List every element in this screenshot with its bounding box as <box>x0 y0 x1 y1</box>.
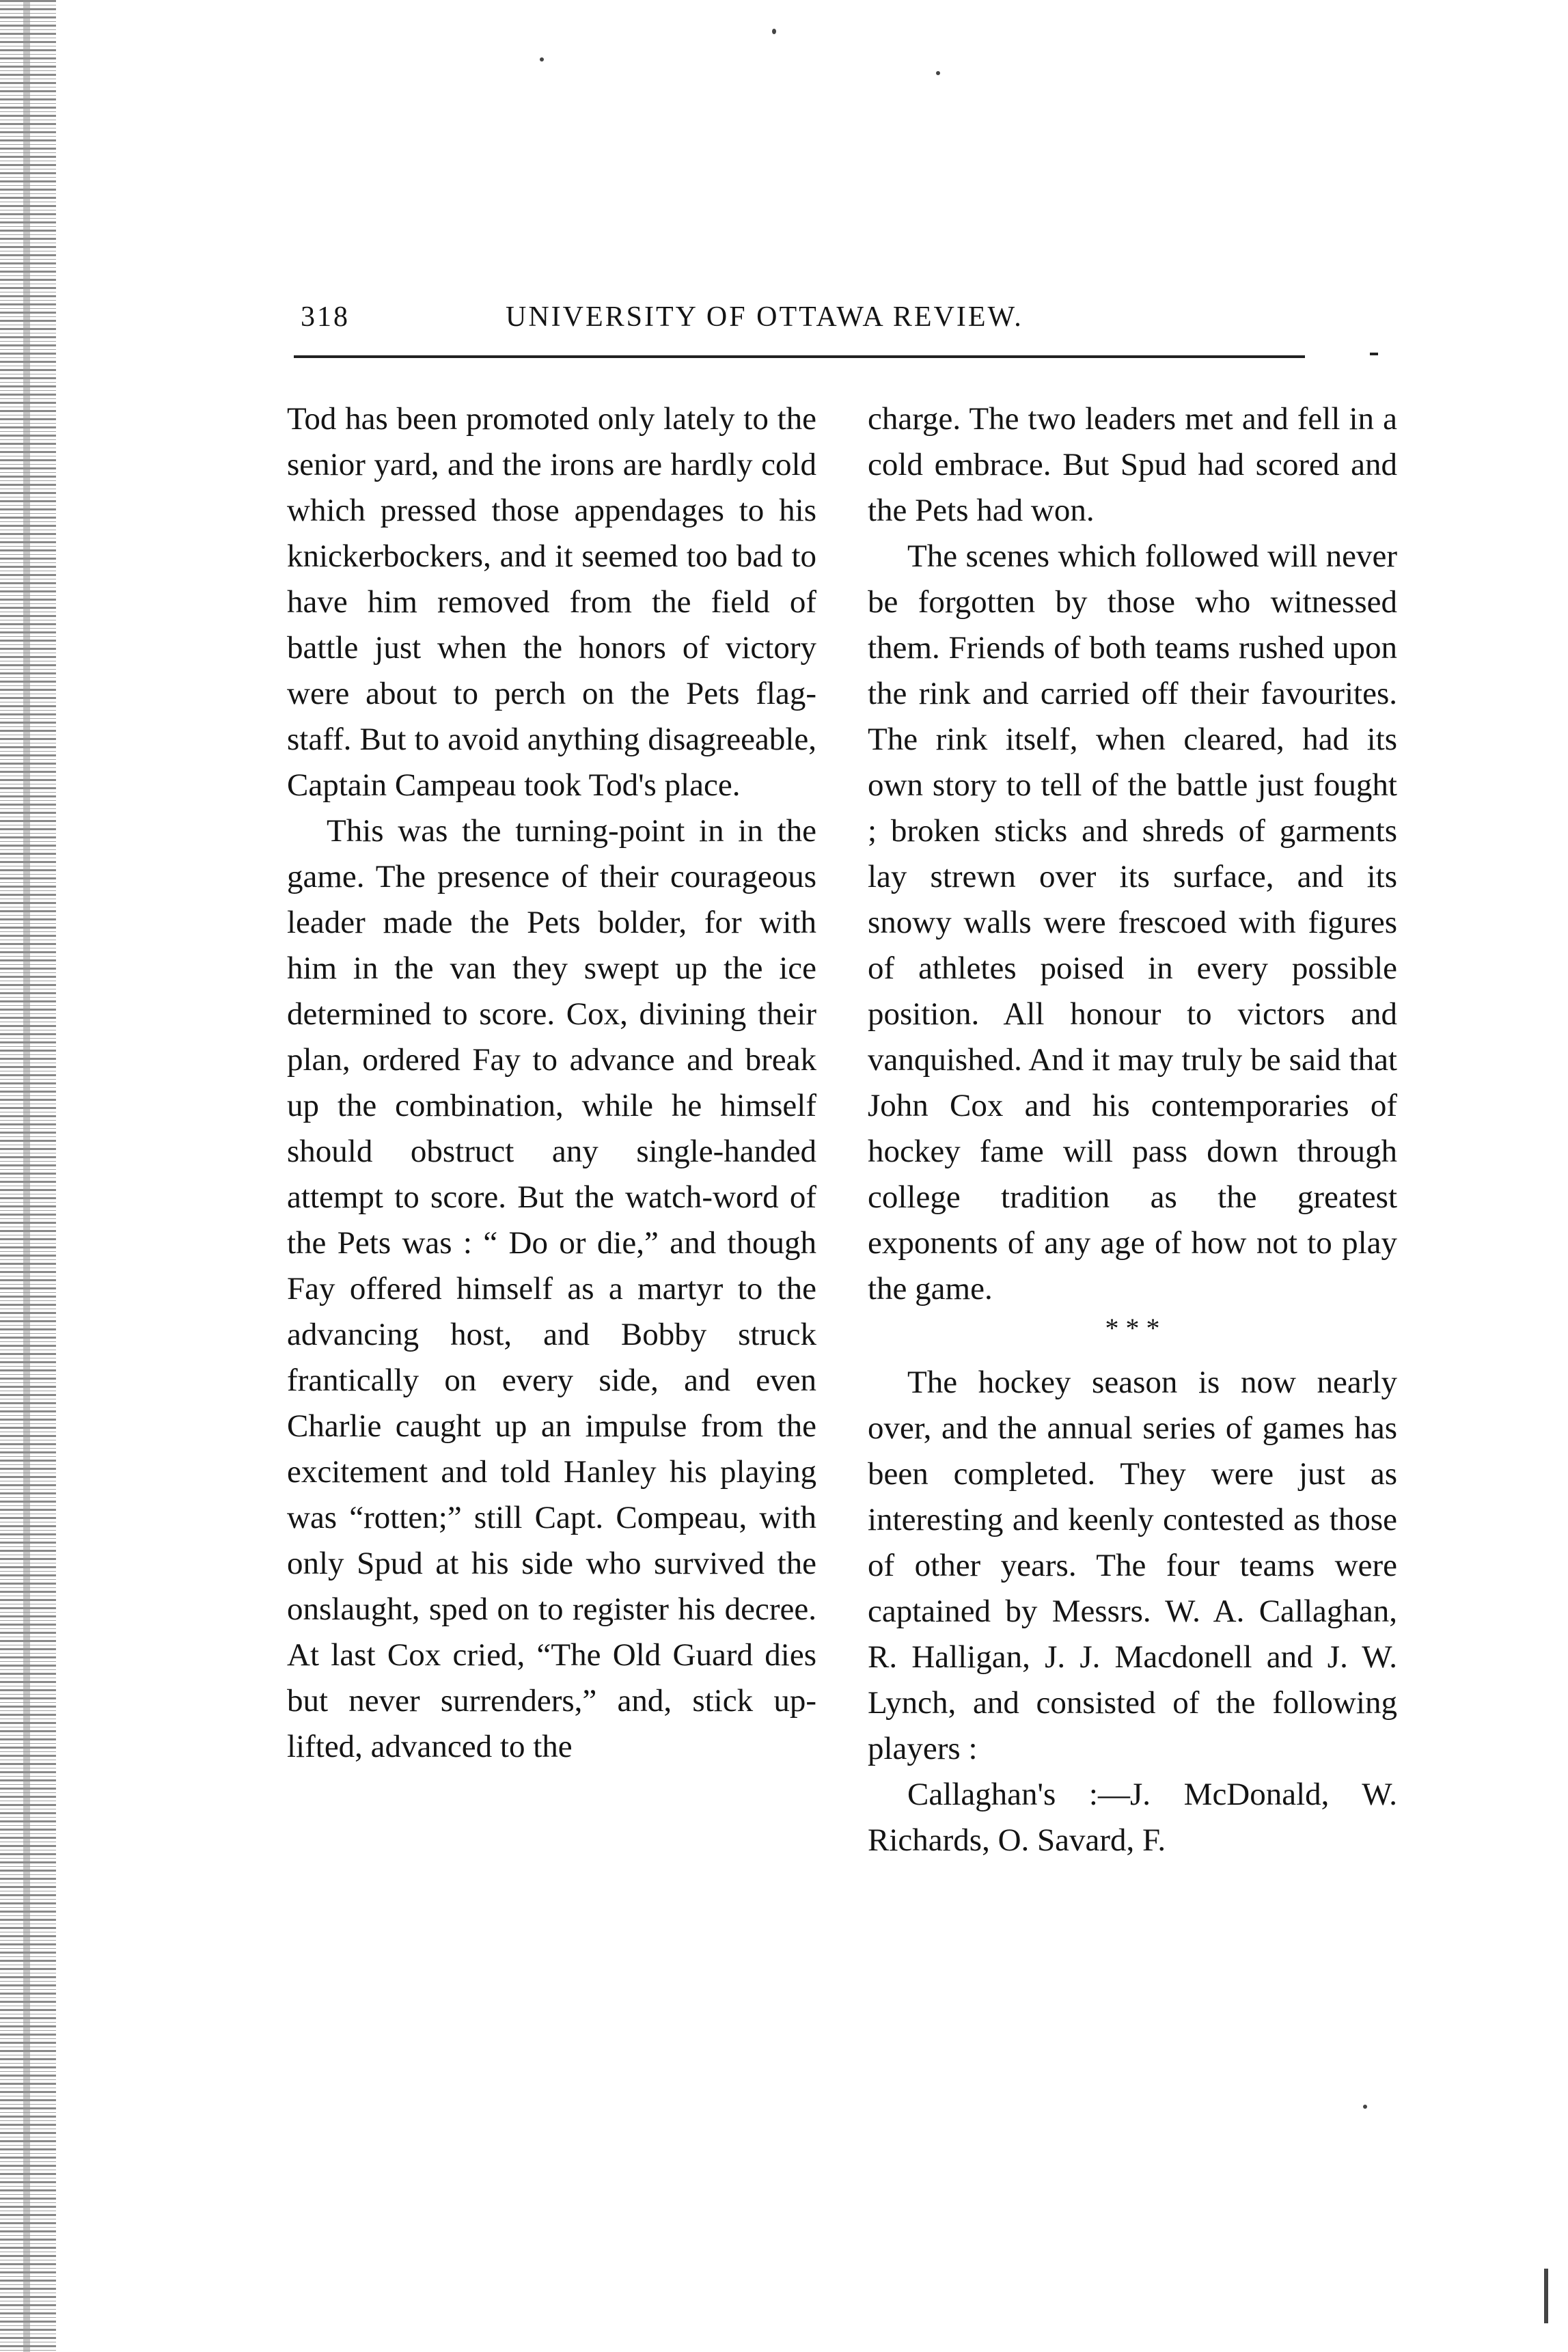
page-number: 318 <box>301 301 350 333</box>
book-binding-edge <box>0 0 56 2352</box>
scan-speck <box>540 57 544 61</box>
right-paragraph-2: The scenes which followed will never be forgotten by those who witnessed them. Friends of both teams rushed upon the rink and carried off their favourites. The rink itself, when cleared, had its own story to tell of the battle just fought ; broken sticks and shreds of garments lay strewn over its surface, and its snowy walls were frescoed with figures of athletes poised in every possible position. All honour to victors and vanquished. And it may truly be said that John Cox and his contemporaries of hockey fame will pass down through college tradition as the greatest exponents of any age of how not to play the game. <box>868 538 1397 1307</box>
right-column <box>868 396 1397 1863</box>
journal-title: UNIVERSITY OF OTTAWA REVIEW. <box>506 301 1023 333</box>
scan-speck <box>772 29 776 34</box>
scan-speck <box>1544 2269 1548 2323</box>
running-head <box>260 301 1401 342</box>
page <box>260 301 1401 1858</box>
header-rule <box>294 355 1305 358</box>
scan-speck <box>936 71 940 75</box>
section-asterism: * * * <box>1105 1313 1160 1343</box>
right-paragraph-1: charge. The two leaders met and fell in a cold embrace. But Spud had scored and the Pets had won. <box>868 401 1397 528</box>
right-paragraph-4: Callaghan's :—J. McDonald, W. Richards, O. Savard, F. <box>868 1777 1397 1858</box>
right-paragraph-3: The hockey season is now nearly over, and the annual series of games has been completed. They were just as interesting and keenly contested as those of other years. The four teams were captained by Messrs. W. A. Callaghan, R. Halligan, J. J. Macdonell and J. W. Lynch, and consisted of the following players : <box>868 1365 1397 1766</box>
left-paragraph-1: Tod has been promoted only lately to the senior yard, and the irons are hardly cold which pressed those appendages to his knickerbockers, and it seemed too bad to have him removed from the field of battle just when the honors of victory were about to perch on the Pets flag-staff. But to avoid anything disagreeable, Captain Campeau took Tod's place. <box>287 401 816 803</box>
left-column <box>287 396 816 1770</box>
scan-speck <box>1363 2105 1367 2109</box>
left-paragraph-2: This was the turning-point in in the game. The presence of their courageous leader made the Pets bolder, for with him in the van they swept up the ice determined to score. Cox, divining their plan, ordered Fay to advance and break up the combination, while he himself should obstruct any single-handed attempt to score. But the watch-word of the Pets was : “ Do or die,” and though Fay offered himself as a martyr to the advancing host, and Bobby struck frantically on every side, and even Charlie caught up an impulse from the excitement and told Hanley his playing was “rotten;” still Capt. Compeau, with only Spud at his side who survived the onslaught, sped on to register his decree. At last Cox cried, “The Old Guard dies but never surrenders,” and, stick up-lifted, advanced to the <box>287 813 816 1764</box>
header-rule-mark <box>1370 353 1378 355</box>
